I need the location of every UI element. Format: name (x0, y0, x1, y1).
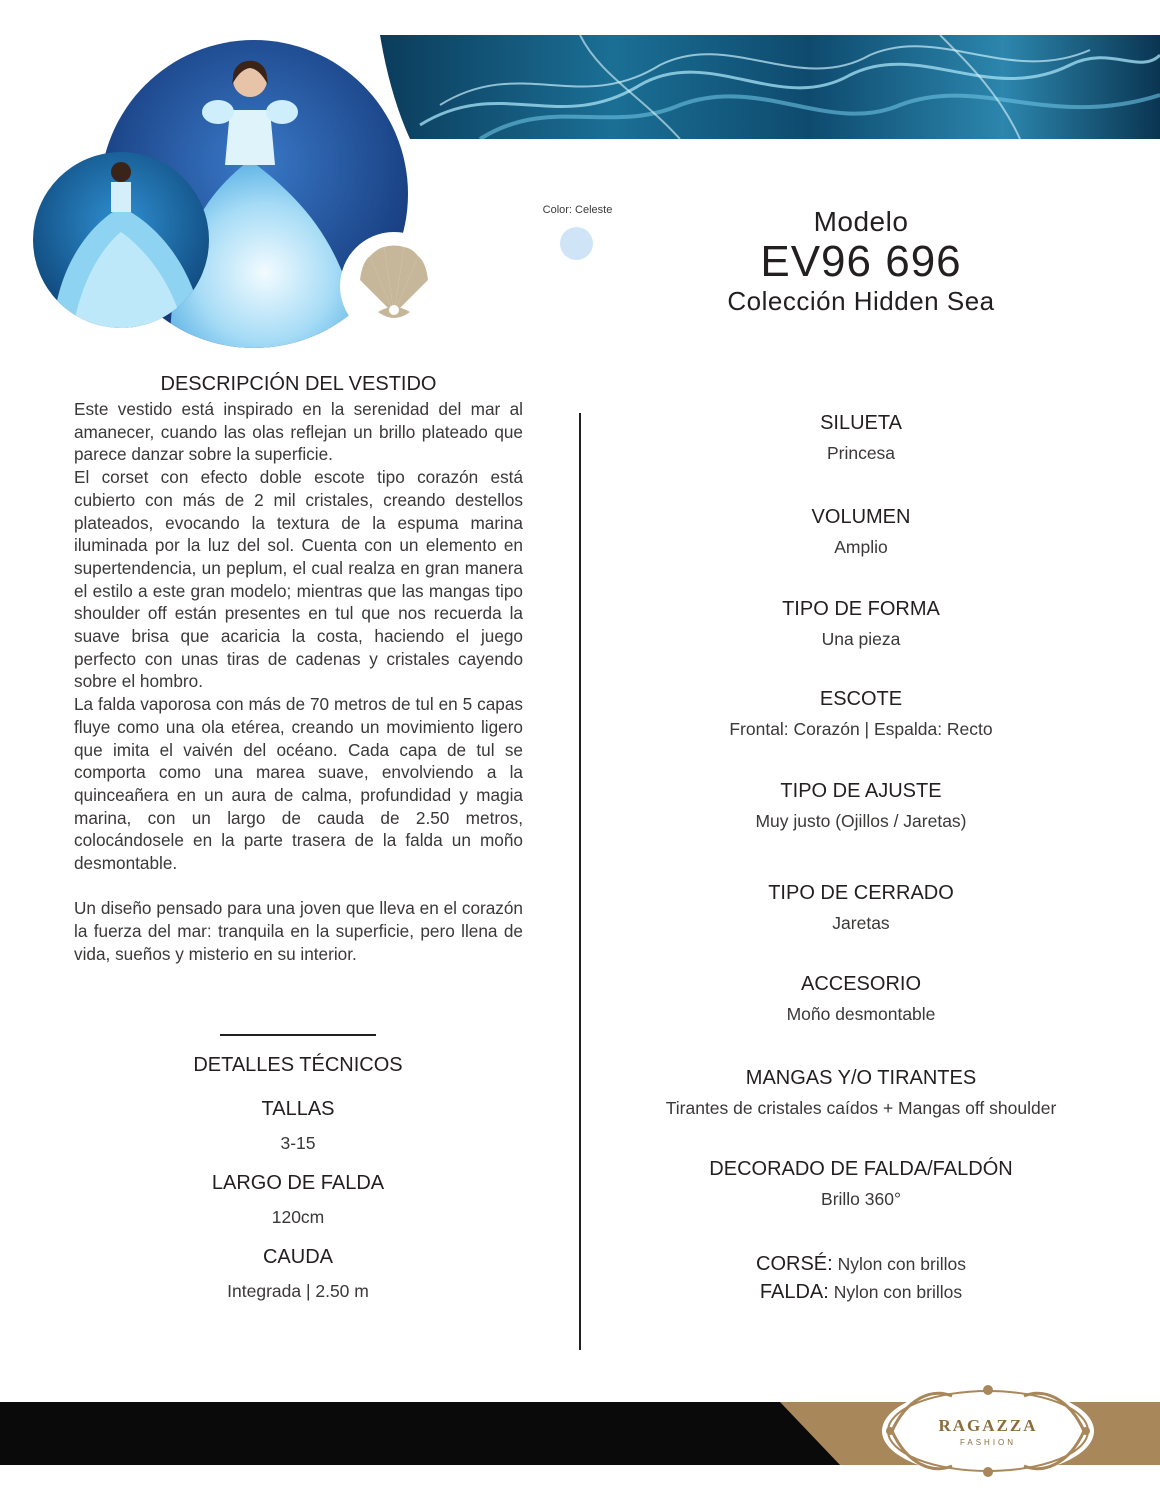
spec-item (620, 502, 1102, 560)
spec-value: Jaretas (832, 913, 890, 933)
technical-details (148, 1050, 448, 1316)
spec-label: SILUETA (820, 412, 902, 434)
technical-value: Integrada | 2.50 m (227, 1281, 369, 1301)
dress-back-photo (33, 152, 209, 328)
spec-label: VOLUMEN (811, 506, 911, 528)
spec-value: Muy justo (Ojillos / Jaretas) (755, 811, 967, 831)
corset-value: Nylon con brillos (837, 1254, 966, 1274)
description-title: DESCRIPCIÓN DEL VESTIDO (160, 373, 437, 395)
spec-label: TIPO DE CERRADO (768, 882, 954, 904)
technical-value: 120cm (271, 1207, 325, 1227)
description-text (74, 398, 523, 966)
model-code: EV96 696 (760, 237, 962, 286)
column-divider (579, 413, 581, 1350)
technical-title: DETALLES TÉCNICOS (193, 1054, 403, 1076)
technical-item (148, 1242, 448, 1304)
brand-logo (872, 1378, 1104, 1484)
spec-value: Moño desmontable (786, 1004, 936, 1024)
model-block (640, 205, 1082, 317)
color-label: Color: Celeste (542, 204, 613, 216)
description-paragraph: Un diseño pensado para una joven que lleva en el corazón la fuerza del mar: tranquila en la superficie, pero llena de vida, sueños y misterio en su interior. (74, 898, 523, 964)
spec-value: Amplio (834, 537, 888, 557)
spec-label: TIPO DE FORMA (782, 598, 940, 620)
technical-item (148, 1168, 448, 1230)
spec-item (620, 969, 1102, 1027)
spec-item (620, 776, 1102, 834)
description-paragraph: El corset con efecto doble escote tipo corazón está cubierto con más de 2 mil cristales, creando destellos plateados, evocando la textura de la espuma marina iluminada por la luz del sol. Cuenta con un elemento en supertendencia, un peplum, el cual realza en gran manera el estilo a este gran modelo; mientras que las mangas tipo shoulder off están presentes en tul que nos recuerda la suave brisa que acaricia la costa, haciendo el juego perfecto con unas tiras de cadenas y cristales cayendo sobre el hombro. (74, 467, 523, 692)
skirt-material (620, 1278, 1102, 1306)
brand-name: RAGAZZA (938, 1416, 1038, 1435)
spec-item (620, 1154, 1102, 1212)
color-swatch (560, 227, 593, 260)
section-divider (220, 1034, 376, 1036)
spec-item (620, 684, 1102, 742)
materials (620, 1250, 1102, 1306)
shell-logo (340, 232, 448, 340)
technical-label: TALLAS (261, 1098, 335, 1120)
skirt-label: FALDA: (759, 1281, 829, 1303)
description-paragraph: La falda vaporosa con más de 70 metros de tul en 5 capas fluye como una ola etérea, creando un movimiento ligero que imita el vaivén del océano. Cada capa de tul se comporta como una marea suave, envolviendo a la quinceañera en un aura de calma, profundidad y magia marina, con un largo de cauda de 2.50 metros, colocándosele en la parte trasera de la falda un moño desmontable. (74, 694, 523, 874)
description-paragraph: Este vestido está inspirado en la serenidad del mar al amanecer, cuando las olas reflejan un brillo plateado que parece danzar sobre la superficie. (74, 399, 523, 465)
description-section (74, 370, 523, 966)
spec-item (620, 878, 1102, 936)
technical-label: CAUDA (262, 1246, 333, 1268)
model-collection: Colección Hidden Sea (727, 286, 995, 316)
spec-item (620, 1063, 1102, 1121)
spec-value: Princesa (826, 443, 896, 463)
spec-label: DECORADO DE FALDA/FALDÓN (709, 1158, 1013, 1180)
technical-value: 3-15 (280, 1133, 316, 1153)
technical-item (148, 1094, 448, 1156)
skirt-value: Nylon con brillos (833, 1282, 963, 1302)
spec-item (620, 594, 1102, 652)
spec-label: MANGAS Y/O TIRANTES (745, 1067, 977, 1089)
spec-value: Una pieza (821, 629, 901, 649)
brand-sub: FASHION (959, 1438, 1017, 1447)
spec-value: Brillo 360° (821, 1189, 901, 1209)
spec-value: Tirantes de cristales caídos + Mangas off shoulder (665, 1098, 1057, 1118)
spec-label: ESCOTE (819, 688, 903, 710)
spec-label: TIPO DE AJUSTE (780, 780, 942, 802)
spec-value: Frontal: Corazón | Espalda: Recto (729, 719, 993, 739)
spec-label: ACCESORIO (800, 973, 922, 995)
ocean-waves-banner (380, 35, 1160, 139)
model-label: Modelo (813, 206, 909, 237)
corset-label: CORSÉ: (756, 1253, 833, 1275)
spec-item (620, 408, 1102, 466)
technical-label: LARGO DE FALDA (211, 1172, 385, 1194)
corset-material (620, 1250, 1102, 1278)
